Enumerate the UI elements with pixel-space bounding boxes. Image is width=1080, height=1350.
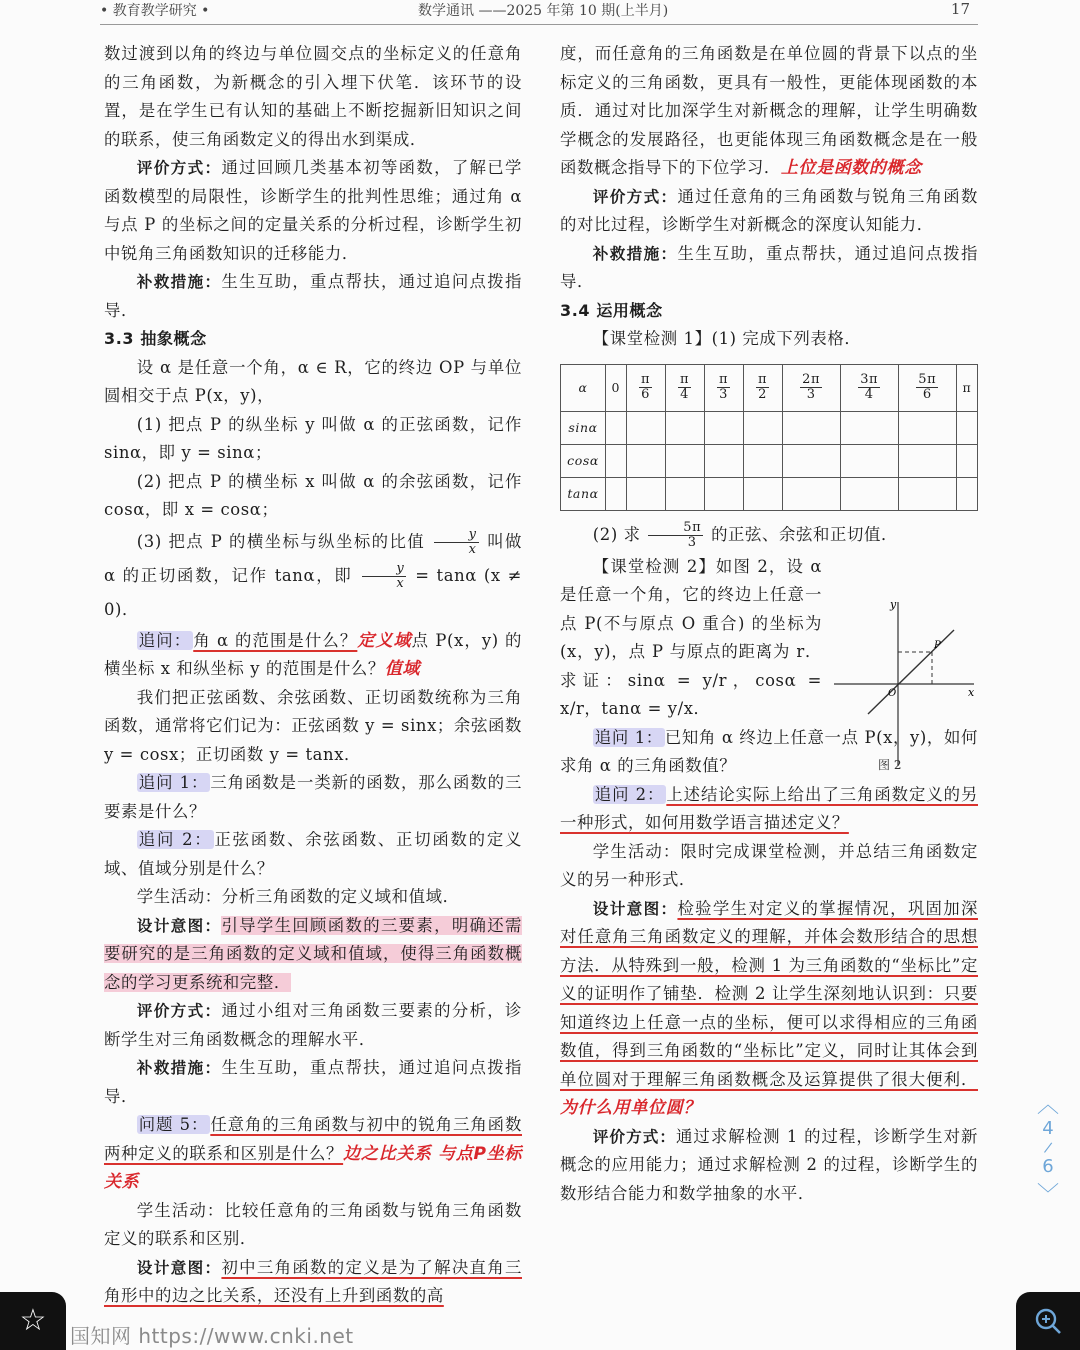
- table-header-cell: $\frac{3\pi}{4}$: [840, 364, 898, 411]
- follow-up-question: 追问 1： 已知角 α 终边上任意一点 P(x，y)，如何求角 α 的三角函数值？: [560, 727, 979, 775]
- watermark: 国知网 https://www.cnki.net: [70, 1324, 354, 1348]
- table-cell: [743, 411, 782, 444]
- follow-up-question: 追问： 角 α 的范围是什么？定义域点 P(x，y) 的横坐标 x 和纵坐标 y 的范围是什么？值域: [104, 630, 522, 679]
- label: 补救措施：: [592, 244, 678, 263]
- point-p-label: P: [934, 640, 941, 651]
- x-label: x: [968, 686, 975, 699]
- current-page: 4: [1042, 1118, 1054, 1139]
- table-cell: [956, 444, 977, 477]
- task-1-part-2: (2) 求 $\frac{5\pi}{3}$ 的正弦、余弦和正切值．: [592, 519, 898, 550]
- table-cell: [898, 477, 956, 510]
- fraction: $\frac{y}{x}$: [434, 528, 479, 557]
- evaluation-paragraph: 评价方式：通过求解检测 1 的过程，诊断学生对新概念的应用能力；通过求解检测 2 的过程，诊断学生的数形结合能力和数学抽象的水平．: [560, 1126, 978, 1203]
- student-activity: 学生活动：比较任意角的三角函数与锐角三角函数定义的联系和区别．: [104, 1200, 522, 1248]
- paragraph: 数过渡到以角的终边与单位圆交点的坐标定义的任意角的三角函数，为新概念的引入埋下伏笔．该环节的设置，是在学生已有认知的基础上不断挖掘新旧知识之间的联系，使三角函数定义的得出水到渠成．: [104, 44, 522, 149]
- paragraph: 度，而任意角的三角函数是在单位圆的背景下以点的坐标定义的三角函数，更具有一般性，更能体现函数的本质．通过对比加深学生对新概念的理解，让学生明确数学概念的发展路径，也更能体现三角函数概念是在一般函数概念指导下的下位学习．上位是函数的概念: [560, 44, 978, 178]
- table-cell: [743, 444, 782, 477]
- highlight: 问题 5：: [138, 1115, 209, 1134]
- label: 补救措施：: [136, 1059, 222, 1077]
- section-heading: 3.3 抽象概念: [104, 329, 207, 348]
- label: 评价方式：: [136, 1002, 222, 1020]
- table-cell: [665, 444, 704, 477]
- remedy-paragraph: 补救措施：生生互助，重点帮扶，通过追问点拨指导．: [104, 272, 522, 320]
- origin-label: O: [888, 688, 897, 699]
- definition-intro: 设 α 是任意一个角，α ∈ R，它的终边 OP 与单位圆相交于点 P(x，y)，: [104, 357, 522, 405]
- handwritten-note: 上位是函数的概念: [780, 158, 922, 178]
- table-cell: [606, 411, 627, 444]
- table-header-cell: $\frac{\pi}{4}$: [665, 364, 704, 411]
- page-number: 17: [950, 0, 970, 18]
- label: 补救措施：: [136, 273, 222, 291]
- table-header-cell: $\frac{\pi}{6}$: [626, 364, 665, 411]
- highlight: 追问：: [138, 630, 192, 650]
- highlight: 追问 2：: [138, 830, 213, 849]
- table-cell: [898, 411, 956, 444]
- table-row-label: tanα: [561, 477, 606, 510]
- remedy-paragraph: 补救措施：生生互助，重点帮扶，通过追问点拨指导．: [560, 243, 978, 291]
- header-rule: [100, 24, 978, 25]
- journal-issue: 数学通讯 ——2025 年第 10 期(上半月): [418, 3, 669, 19]
- handwritten-note: 定义域: [357, 630, 412, 651]
- table-cell: [606, 444, 627, 477]
- magnifier-plus-icon: [1033, 1306, 1063, 1336]
- table-header-cell: 0: [606, 364, 627, 411]
- terminal-side: [868, 630, 954, 714]
- table-cell: [840, 477, 898, 510]
- left-column: [104, 40, 522, 1311]
- follow-up-question: 追问 2： 上述结论实际上给出了三角函数定义的另一种形式，如何用数学语言描述定义？: [560, 784, 978, 832]
- fraction: $\frac{5\pi}{3}$: [648, 521, 703, 550]
- definition-tangent: (3) 把点 P 的横坐标与纵坐标的比值 $\frac{y}{x}$ 叫做 α 的正切函数，记作 tanα，即 $\frac{y}{x}$ = tanα (x ≠ 0)．: [104, 526, 523, 619]
- evaluation-paragraph: 评价方式：通过小组对三角函数三要素的分析，诊断学生对三角函数概念的理解水平．: [104, 1001, 522, 1049]
- task-2: 【课堂检测 2】如图 2，设 α 是任意一个角，它的终边上任意一点 P(不与原点 O 重合) 的坐标为 (x，y)，点 P 与原点的距离为 r．求证：sinα = y/r，cosα = x/r，tanα = y/x．: [560, 556, 822, 718]
- label: 设计意图：: [136, 916, 222, 935]
- label: 评价方式：: [136, 159, 222, 177]
- evaluation-paragraph: 评价方式：通过回顾几类基本初等函数，了解已学函数模型的局限性，诊断学生的批判性思维；通过角 α 与点 P 的坐标之间的定量关系的分析过程，诊断学生初中锐角三角函数知识的迁移能力．: [104, 158, 522, 263]
- follow-up-question: 追问 2： 正弦函数、余弦函数、正切函数的定义域、值域分别是什么？: [104, 830, 522, 878]
- paragraph: 我们把正弦函数、余弦函数、正切函数统称为三角函数，通常将它们记为：正弦函数 y = sinx；余弦函数 y = cosx；正切函数 y = tanx．: [104, 687, 522, 764]
- table-row-label: sinα: [561, 411, 606, 444]
- table-cell: [704, 444, 743, 477]
- design-paragraph: 设计意图：检验学生对定义的掌握情况，巩固加深对任意角三角函数定义的理解，并体会数形结合的思想方法．从特殊到一般，检测 1 为三角函数的“坐标比”定义的证明作了铺垫．检测 2 让学生深刻地认识到：只要知道终边上任意一点的坐标，便可以求得相应的三角函数值，得到三角函数的“坐标比”定义，同时让其体会到单位圆对于理解三角函数概念及运算提供了很大便利．为什么用单位圆？: [560, 898, 978, 1118]
- total-pages: 6: [1042, 1156, 1054, 1177]
- table-header-cell: $\frac{2\pi}{3}$: [782, 364, 840, 411]
- highlight: 追问 1：: [138, 773, 209, 792]
- task-1: 【课堂检测 1】(1) 完成下列表格．: [592, 329, 862, 348]
- table-cell: [704, 477, 743, 510]
- fraction: $\frac{y}{x}$: [362, 562, 407, 591]
- table-cell: [898, 444, 956, 477]
- table-cell: [626, 477, 665, 510]
- table-cell: [704, 411, 743, 444]
- table-cell: [956, 477, 977, 510]
- table-header-cell: α: [561, 364, 606, 411]
- definition-sine: (1) 把点 P 的纵坐标 y 叫做 α 的正弦函数，记作 sinα，即 y = sinα；: [104, 414, 522, 462]
- table-cell: [743, 477, 782, 510]
- handwritten-note: 边之比关系 与点P坐标关系: [104, 1143, 522, 1192]
- table-cell: [782, 411, 840, 444]
- label: 评价方式：: [592, 187, 678, 206]
- section-heading: 3.4 运用概念: [560, 300, 663, 320]
- table-cell: [626, 411, 665, 444]
- table-row: [561, 444, 978, 477]
- highlight: 追问 1：: [594, 727, 663, 747]
- table-row: [561, 411, 978, 444]
- label: 评价方式：: [592, 1127, 676, 1146]
- table-cell: [840, 444, 898, 477]
- table-row-label: cosα: [561, 444, 606, 477]
- follow-up-question: 追问 1： 三角函数是一类新的函数，那么函数的三要素是什么？: [104, 773, 522, 821]
- remedy-paragraph: 补救措施：生生互助，重点帮扶，通过追问点拨指导．: [104, 1058, 522, 1106]
- zoom-search-icon[interactable]: [1016, 1292, 1080, 1350]
- table-header-cell: $\frac{\pi}{3}$: [704, 364, 743, 411]
- design-paragraph: 设计意图：引导学生回顾函数的三要素，明确还需要研究的是三角函数的定义域和值域，使得三角函数概念的学习更系统和完整．: [104, 915, 522, 992]
- page-separator: /: [1043, 1139, 1053, 1157]
- table-header-cell: $\frac{\pi}{2}$: [743, 364, 782, 411]
- handwritten-note: 为什么用单位圆？: [560, 1098, 701, 1118]
- table-header-cell: $\frac{5\pi}{6}$: [898, 364, 956, 411]
- student-activity: 学生活动：分析三角函数的定义域和值域．: [136, 887, 460, 906]
- table-cell: [782, 477, 840, 510]
- label: 设计意图：: [592, 899, 678, 918]
- table-cell: [782, 444, 840, 477]
- journal-section: • 教育教学研究 •: [100, 3, 210, 19]
- table-header-row: [561, 364, 978, 411]
- page-navigator: [1030, 1088, 1066, 1208]
- figure-caption: 图 2: [878, 758, 902, 772]
- table-header-cell: π: [956, 364, 977, 411]
- label: 设计意图：: [136, 1258, 222, 1277]
- handwritten-note: 值域: [384, 659, 421, 679]
- evaluation-paragraph: 评价方式：通过任意角的三角函数与锐角三角函数的对比过程，诊断学生对新概念的深度认知能力．: [560, 186, 978, 234]
- favorite-star-icon[interactable]: ☆: [0, 1292, 66, 1350]
- highlight: 追问 2：: [594, 784, 665, 804]
- definition-cosine: (2) 把点 P 的横坐标 x 叫做 α 的余弦函数，记作 cosα，即 x = cosα；: [104, 471, 522, 519]
- table-cell: [626, 444, 665, 477]
- page-header: [100, 0, 978, 24]
- table-cell: [606, 477, 627, 510]
- table-cell: [840, 411, 898, 444]
- figure-2-coordinate-diagram: [828, 596, 980, 776]
- question-5: 问题 5： 任意角的三角函数与初中的锐角三角函数两种定义的联系和区别是什么？边之比关系 与点P坐标关系: [104, 1115, 522, 1192]
- student-activity: 学生活动：限时完成课堂检测，并总结三角函数定义的另一种形式．: [560, 841, 978, 889]
- design-paragraph: 设计意图：初中三角函数的定义是为了解决直角三角形中的边之比关系，还没有上升到函数的高: [104, 1257, 522, 1305]
- table-cell: [665, 411, 704, 444]
- table-row: [561, 477, 978, 510]
- trig-value-table: [560, 364, 978, 511]
- previous-page-chevron-icon[interactable]: ︿: [1036, 1093, 1059, 1118]
- y-label: y: [890, 598, 897, 611]
- table-cell: [665, 477, 704, 510]
- next-page-chevron-icon[interactable]: ﹀: [1036, 1183, 1059, 1208]
- table-cell: [956, 411, 977, 444]
